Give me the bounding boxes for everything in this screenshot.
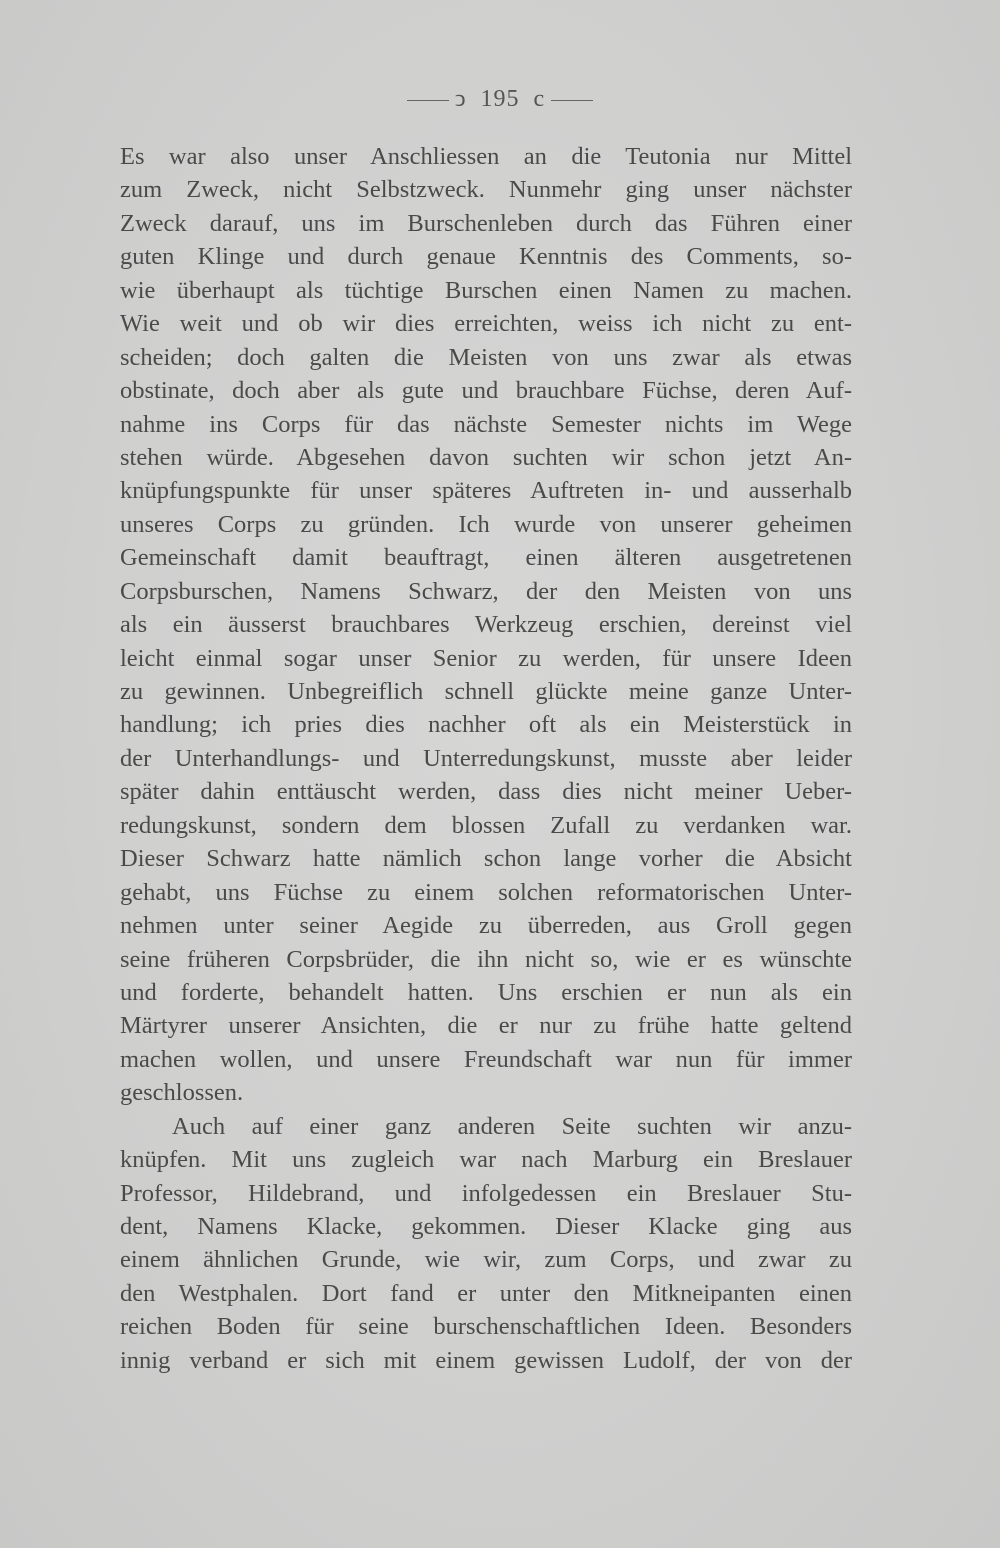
header-right-mark: c bbox=[533, 86, 546, 112]
text-line: Professor, Hildebrand, und infolgedessen ein Breslauer Stu- bbox=[120, 1179, 852, 1207]
text-line: knüpfen. Mit uns zugleich war nach Marburg ein Breslauer bbox=[120, 1146, 852, 1174]
text-line: nehmen unter seiner Aegide zu überreden, aus Groll gegen bbox=[120, 912, 852, 940]
text-line: Gemeinschaft damit beauftragt, einen älteren ausgetretenen bbox=[120, 544, 852, 572]
text-line: Zweck darauf, uns im Burschenleben durch das Führen einer bbox=[120, 209, 852, 237]
text-line: den Westphalen. Dort fand er unter den Mitkneipanten einen bbox=[120, 1279, 852, 1307]
text-line: nahme ins Corps für das nächste Semester nichts im Wege bbox=[120, 410, 852, 438]
page-header bbox=[0, 86, 1000, 113]
text-line: gehabt, uns Füchse zu einem solchen reformatorischen Unter- bbox=[120, 878, 852, 906]
text-line: zu gewinnen. Unbegreiflich schnell glückte meine ganze Unter- bbox=[120, 678, 852, 705]
text-line: Auch auf einer ganz anderen Seite suchten wir anzu- bbox=[172, 1112, 852, 1140]
text-line: und forderte, behandelt hatten. Uns erschien er nun als ein bbox=[120, 978, 852, 1006]
text-line: zum Zweck, nicht Selbstzweck. Nunmehr ging unser nächster bbox=[120, 176, 852, 204]
text-line: reichen Boden für seine burschenschaftlichen Ideen. Besonders bbox=[120, 1313, 852, 1341]
text-line: Märtyrer unserer Ansichten, die er nur zu frühe hatte geltend bbox=[120, 1012, 852, 1040]
header-left-mark: ↄ bbox=[454, 86, 467, 112]
text-line: guten Klinge und durch genaue Kenntnis des Comments, so- bbox=[120, 243, 852, 271]
text-line: unseres Corps zu gründen. Ich wurde von unserer geheimen bbox=[120, 510, 852, 538]
text-line: redungskunst, sondern dem blossen Zufall zu verdanken war. bbox=[120, 811, 852, 839]
text-line: machen wollen, und unsere Freundschaft war nun für immer bbox=[120, 1045, 852, 1073]
header-rule-right bbox=[551, 100, 593, 101]
text-line: geschlossen. bbox=[120, 1079, 244, 1107]
text-line: später dahin enttäuscht werden, dass dies nicht meiner Ueber- bbox=[120, 778, 852, 806]
body-text bbox=[120, 140, 852, 1377]
text-line: knüpfungspunkte für unser späteres Auftreten in- und ausserhalb bbox=[120, 477, 852, 505]
header-rule-left bbox=[407, 100, 449, 101]
text-line: dent, Namens Klacke, gekommen. Dieser Klacke ging aus bbox=[120, 1213, 852, 1240]
text-line: obstinate, doch aber als gute und brauchbare Füchse, deren Auf- bbox=[120, 377, 852, 405]
text-line: der Unterhandlungs- und Unterredungskunst, musste aber leider bbox=[120, 744, 852, 772]
page-number: 195 bbox=[480, 86, 520, 112]
text-line: wie überhaupt als tüchtige Burschen einen Namen zu machen. bbox=[120, 276, 852, 304]
text-line: als ein äusserst brauchbares Werkzeug erschien, dereinst viel bbox=[120, 611, 852, 639]
text-line: Wie weit und ob wir dies erreichten, weiss ich nicht zu ent- bbox=[120, 310, 852, 338]
text-line: Es war also unser Anschliessen an die Teutonia nur Mittel bbox=[120, 143, 852, 170]
text-line: seine früheren Corpsbrüder, die ihn nicht so, wie er es wünschte bbox=[120, 945, 852, 973]
text-line: stehen würde. Abgesehen davon suchten wir schon jetzt An- bbox=[120, 443, 852, 471]
text-line: scheiden; doch galten die Meisten von uns zwar als etwas bbox=[120, 343, 852, 371]
text-line: Dieser Schwarz hatte nämlich schon lange vorher die Absicht bbox=[120, 845, 852, 873]
text-line: handlung; ich pries dies nachher oft als ein Meisterstück in bbox=[120, 711, 852, 739]
text-line: innig verband er sich mit einem gewissen Ludolf, der von der bbox=[120, 1346, 852, 1374]
text-line: einem ähnlichen Grunde, wie wir, zum Corps, und zwar zu bbox=[120, 1246, 852, 1274]
text-line: Corpsburschen, Namens Schwarz, der den Meisten von uns bbox=[120, 577, 852, 605]
text-line: leicht einmal sogar unser Senior zu werden, für unsere Ideen bbox=[120, 644, 852, 672]
